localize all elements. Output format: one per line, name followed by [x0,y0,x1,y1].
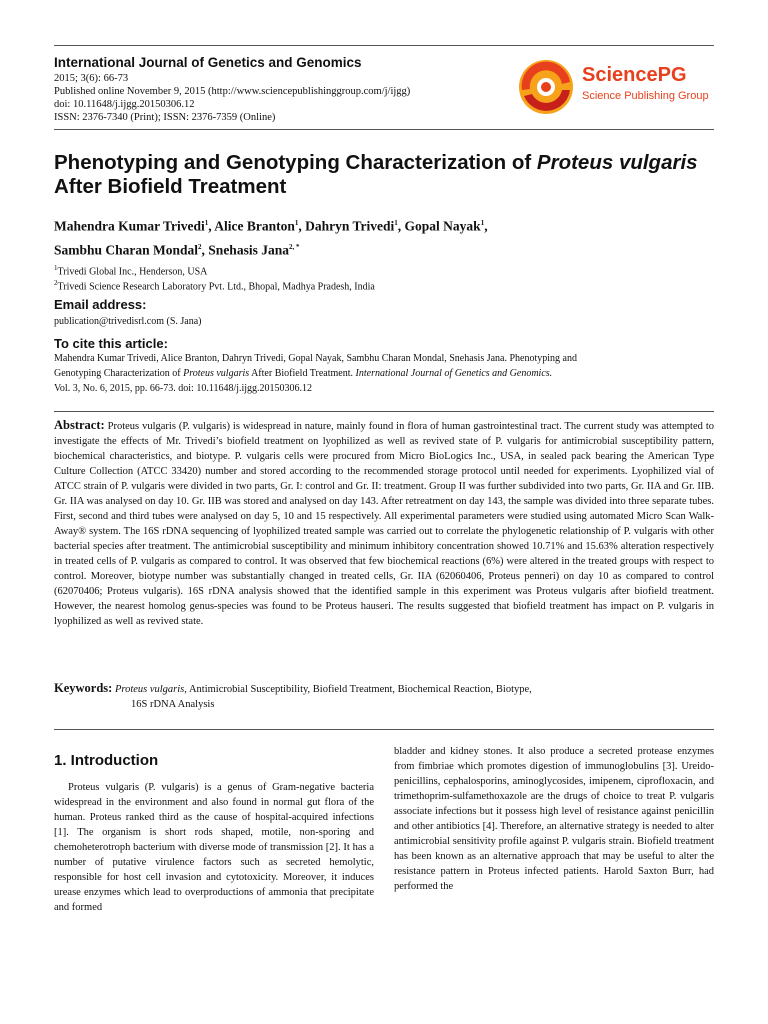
header-bottom-rule [54,129,714,130]
published-online: Published online November 9, 2015 (http://www.sciencepublishinggroup.com/j/ijgg) [54,86,411,97]
journal-issue: 2015; 3(6): 66-73 [54,73,129,84]
journal-name: International Journal of Genetics and Genomics [54,55,362,70]
cite-heading: To cite this article: [54,336,168,351]
paper-title: Phenotyping and Genotyping Characterization of Proteus vulgaris After Biofield Treatment [54,151,698,198]
sciencepg-logo [514,56,714,118]
section-heading-introduction: 1. Introduction [54,752,159,769]
header-top-rule [54,45,714,46]
keywords: Keywords: Proteus vulgaris, Antimicrobial Susceptibility, Biofield Treatment, Biochemical Reaction, Biotype, 16S rDNA Analysis [54,681,532,710]
issn: ISSN: 2376-7340 (Print); ISSN: 2376-7359 (Online) [54,112,276,123]
author-list: Mahendra Kumar Trivedi$^1$, Alice Branton$^1$, Dahryn Trivedi$^1$, Gopal Nayak$^1$, Sambhu Charan Mondal$^2$, Snehasis Jana$^{2, *}$ [54,218,488,257]
logo-name: SciencePG [582,64,687,86]
logo-subtitle: Science Publishing Group [582,90,709,102]
intro-right-column: bladder and kidney stones. It also produce a secreted protease enzymes from fimbriae which promotes digestion of immunoglobulins [3]. Ureido-penicillins, cephalosporins, aminoglycosides, imipenem, ciprofloxacin, and trimethoprim-sulfamethoxazole are the drugs of choice to treat P. vulgaris associate infections but it possess high level of resistance against penicillin and other antibiotics [4]. Therefore, an alternative strategy is needed to alter antimicrobial sensitivity profile against P. vulgaris strain. Biofield treatment has been known as an alternative approach that may be useful to alter the resistance pattern in Proteus infected patients. Harold Saxton Burr, had performed the [394,746,714,892]
email-address[interactable]: publication@trivedisrl.com (S. Jana) [54,316,202,327]
affiliation-2: $^2$Trivedi Science Research Laboratory Pvt. Ltd., Bhopal, Madhya Pradesh, India [54,279,375,293]
abstract: Abstract: Proteus vulgaris (P. vulgaris) is widespread in nature, mainly found in flora of human gastrointestinal tract. The current study was attempted to investigate the effects of Mr. Trivedi’s biofield treatment on lyophilized as well as revived state of P. vulgaris for antimicrobial susceptibility pattern, biochemical characteristics, and biotype. P. vulgaris cells were procured from Micro BioLogics Inc., USA, in sealed pack bearing the American Type Culture Collection (ATCC 33420) number and stored according to the recommended storage protocol until needed for experiments. Lyophilized vial of ATCC strain of P. vulgaris were divided in two parts, Gr. I: control and Gr. II: treatment. Group II was further subdivided into two parts, Gr. IIA and Gr. IIB. Gr. IIA was analysed on day 10. Gr. IIB was stored and analysed on day 143. After retreatment on day 143, the sample was divided into three separate tubes. First, second and third tubes were analysed on day 5, 10 and 15 respectively. All experimental parameters were studied using automated Micro Scan Walk-Away® system. The 16S rDNA sequencing of lyophilized treated sample was carried out to correlate the phylogenetic relationship of P. vulgaris with other bacterial species after treatment. The antimicrobial susceptibility and minimum inhibitory concentration showed 10.71% and 15.63% alteration respectively in treated cells of P. vulgaris as compared to control. It was observed that few biochemical reactions (6%) were altered in the treated groups with respect to control. Moreover, biotype number was substantially changed in treated cells, Gr. IIA (62060406, Proteus penneri) on day 10 as compared to control (62070406; Proteus vulgaris). 16S rDNA analysis showed that the identified sample in this experiment was Proteus vulgaris after biofield treatment. However, the nearest homolog genus-species was found to be Proteus hauseri. The results suggested that biofield treatment has impact on P. vulgaris in lyophilized as well as revived state. [54,418,714,627]
citation: Mahendra Kumar Trivedi, Alice Branton, Dahryn Trivedi, Gopal Nayak, Sambhu Charan Mondal, Snehasis Jana. Phenotyping and Genotyping Characterization of Proteus vulgaris After Biofield Treatment. International Journal of Genetics and Genomics. Vol. 3, No. 6, 2015, pp. 66-73. doi: 10.11648/j.ijgg.20150306.12 [54,353,577,394]
intro-left-column: Proteus vulgaris (P. vulgaris) is a genus of Gram-negative bacteria widespread in the environment and also found in normal gut flora of the human. Proteus ranked third as the cause of hospital-acquired infections [1]. The organism is short rods shaped, motile, non-sporing and chemoheterotroph bacterium with diverse mode of transmission [2]. It has a number of putative virulence factors such as secreted hemolytic, responsible for host cell invasion and cytotoxicity. Moreover, it induces urease enzymes which lead to overproductions of ammonia that precipitate and formed [54,782,374,913]
affiliation-1: $^1$Trivedi Global Inc., Henderson, USA [54,264,208,278]
sciencepg-logo-icon [514,56,584,118]
email-heading: Email address: [54,297,147,312]
doi: doi: 10.11648/j.ijgg.20150306.12 [54,99,195,110]
